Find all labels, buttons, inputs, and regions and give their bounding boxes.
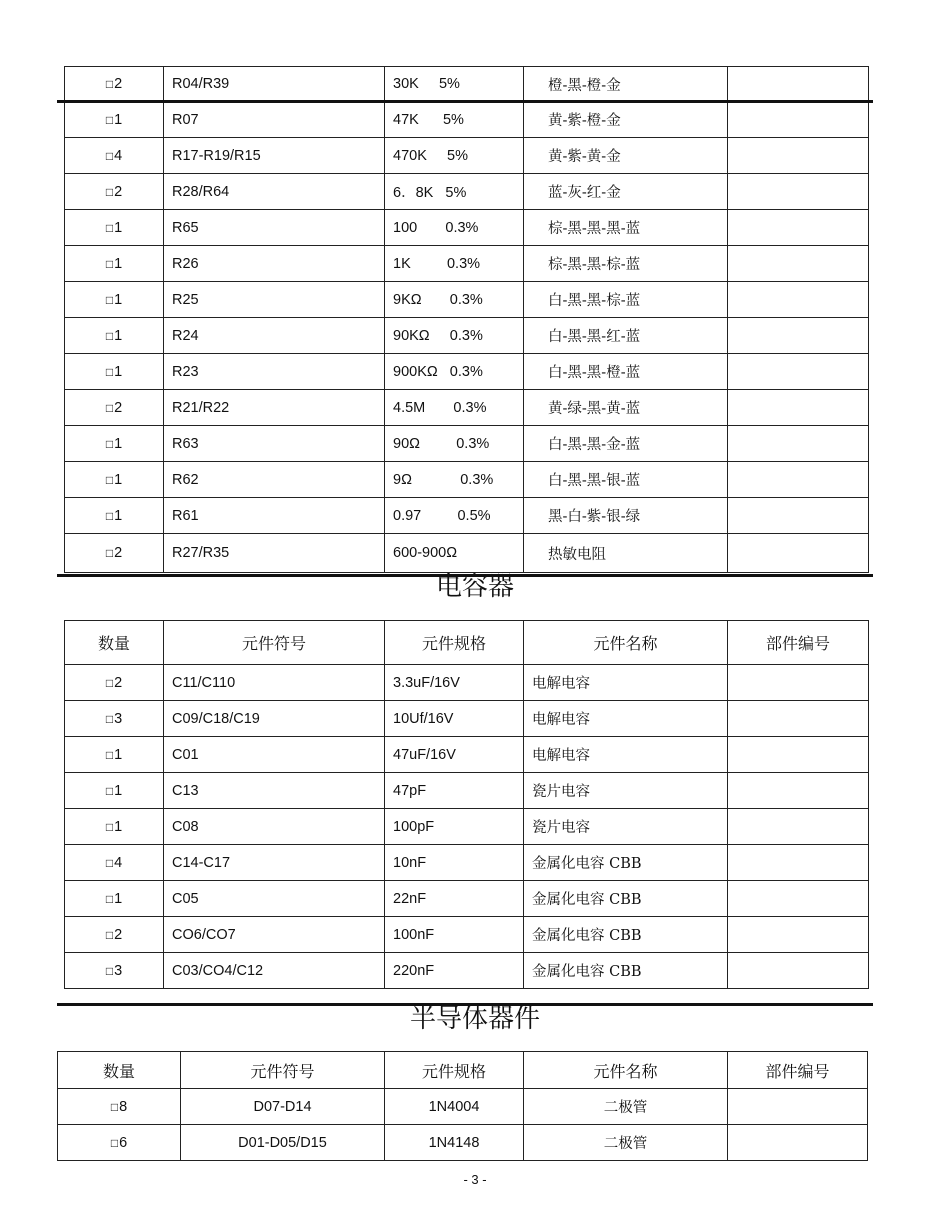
table-row — [65, 701, 869, 737]
name-value: 电解电容 — [532, 748, 590, 764]
name-value: 瓷片电容 — [532, 820, 590, 836]
capacitor-table-body — [65, 665, 869, 989]
quantity-cell — [65, 210, 164, 246]
checkbox-icon[interactable]: □ — [105, 148, 114, 163]
quantity-value: 4 — [114, 147, 123, 164]
quantity-value: 1 — [114, 111, 123, 128]
symbol-cell — [164, 174, 385, 210]
symbol-cell — [164, 737, 385, 773]
quantity-value: 3 — [114, 710, 123, 727]
header-name: 元件名称 — [524, 1052, 728, 1089]
spec-value: 9KΩ 0.3% — [393, 291, 483, 308]
symbol-cell — [164, 67, 385, 102]
spec-value: 47K 5% — [393, 111, 464, 128]
spec-cell — [385, 665, 524, 701]
part-number-cell — [728, 246, 869, 282]
spec-cell — [385, 1125, 524, 1161]
checkbox-icon[interactable]: □ — [105, 400, 114, 415]
part-number-cell — [728, 102, 869, 138]
checkbox-icon[interactable]: □ — [105, 328, 114, 343]
name-value: 金属化电容 CBB — [532, 892, 642, 908]
checkbox-icon[interactable]: □ — [110, 1099, 119, 1114]
quantity-value: 1 — [114, 219, 123, 236]
symbol-cell — [164, 354, 385, 390]
name-cell — [524, 210, 728, 246]
quantity-value: 8 — [119, 1098, 128, 1115]
name-value: 瓷片电容 — [532, 784, 590, 800]
symbol-cell — [164, 953, 385, 989]
name-cell — [524, 354, 728, 390]
quantity-value: 1 — [114, 363, 123, 380]
part-number-cell — [728, 1089, 868, 1125]
table-row — [65, 737, 869, 773]
spec-cell — [385, 462, 524, 498]
name-cell — [524, 246, 728, 282]
part-number-cell — [728, 318, 869, 354]
spec-cell — [385, 773, 524, 809]
name-cell — [524, 701, 728, 737]
quantity-value: 1 — [114, 746, 123, 763]
name-cell — [524, 845, 728, 881]
spec-value: 1N4004 — [428, 1098, 480, 1115]
spec-value: 10nF — [393, 854, 427, 871]
symbol-cell — [164, 498, 385, 534]
spec-value: 600-900Ω — [393, 545, 458, 561]
spec-cell — [385, 102, 524, 138]
quantity-value: 3 — [114, 962, 123, 979]
table-row — [65, 174, 869, 210]
spec-cell — [385, 246, 524, 282]
spec-value: 900KΩ 0.3% — [393, 363, 483, 380]
symbol-value: C11/C110 — [172, 674, 236, 691]
name-value: 金属化电容 CBB — [532, 856, 642, 872]
quantity-value: 2 — [114, 183, 123, 200]
part-number-cell — [728, 462, 869, 498]
quantity-cell — [65, 426, 164, 462]
spec-value: 47pF — [393, 782, 427, 799]
table-row — [65, 498, 869, 534]
name-cell — [524, 809, 728, 845]
table-row — [65, 246, 869, 282]
name-cell — [524, 665, 728, 701]
part-number-cell — [728, 390, 869, 426]
spec-value: 3.3uF/16V — [393, 674, 460, 691]
symbol-value: D07-D14 — [253, 1098, 312, 1115]
quantity-cell — [65, 845, 164, 881]
part-number-cell — [728, 426, 869, 462]
name-value: 金属化电容 CBB — [532, 928, 642, 944]
spec-value: 1K 0.3% — [393, 255, 481, 272]
quantity-cell — [65, 917, 164, 953]
name-value: 蓝-灰-红-金 — [548, 185, 621, 201]
symbol-cell — [181, 1089, 385, 1125]
part-number-cell — [728, 67, 869, 102]
symbol-value: R07 — [172, 111, 199, 128]
symbol-value: C13 — [172, 782, 199, 799]
checkbox-icon[interactable]: □ — [105, 112, 114, 127]
spec-value: 100pF — [393, 818, 435, 835]
name-cell — [524, 1089, 728, 1125]
name-cell — [524, 174, 728, 210]
header-spec: 元件规格 — [385, 1052, 524, 1089]
name-value: 金属化电容 CBB — [532, 964, 642, 980]
part-number-cell — [728, 737, 869, 773]
checkbox-icon[interactable]: □ — [105, 891, 114, 906]
quantity-value: 1 — [114, 507, 123, 524]
symbol-value: R24 — [172, 327, 199, 344]
part-number-cell — [728, 917, 869, 953]
name-value: 热敏电阻 — [548, 546, 606, 563]
checkbox-icon[interactable]: □ — [110, 1135, 119, 1150]
spec-cell — [385, 1089, 524, 1125]
symbol-cell — [164, 318, 385, 354]
quantity-cell — [65, 102, 164, 138]
table-row — [58, 1089, 868, 1125]
spec-cell — [385, 498, 524, 534]
part-number-cell — [728, 665, 869, 701]
name-value: 白-黑-黑-金-蓝 — [548, 437, 641, 453]
name-value: 橙-黑-橙-金 — [548, 77, 621, 94]
spec-cell — [385, 426, 524, 462]
table-row — [65, 102, 869, 138]
spec-cell — [385, 845, 524, 881]
symbol-value: C09/C18/C19 — [172, 710, 260, 727]
symbol-value: D01-D05/D15 — [238, 1134, 327, 1151]
quantity-cell — [65, 809, 164, 845]
spec-cell — [385, 701, 524, 737]
table-row — [65, 210, 869, 246]
header-part-number: 部件编号 — [728, 621, 869, 665]
spec-value: 220nF — [393, 962, 435, 979]
part-number-cell — [728, 354, 869, 390]
name-cell — [524, 102, 728, 138]
name-value: 二极管 — [603, 1136, 648, 1152]
header-name: 元件名称 — [524, 621, 728, 665]
spec-cell — [385, 953, 524, 989]
header-quantity: 数量 — [58, 1052, 181, 1089]
symbol-cell — [164, 138, 385, 174]
name-cell — [524, 318, 728, 354]
quantity-value: 1 — [114, 471, 123, 488]
name-cell — [524, 917, 728, 953]
part-number-cell — [728, 282, 869, 318]
header-spec: 元件规格 — [385, 621, 524, 665]
checkbox-icon[interactable]: □ — [105, 711, 114, 726]
quantity-cell — [65, 953, 164, 989]
quantity-value: 1 — [114, 782, 123, 799]
symbol-value: R21/R22 — [172, 399, 230, 416]
capacitor-table — [64, 620, 869, 989]
checkbox-icon[interactable]: □ — [105, 472, 114, 487]
quantity-value: 1 — [114, 890, 123, 907]
symbol-value: C05 — [172, 890, 199, 907]
name-value: 电解电容 — [532, 712, 590, 728]
symbol-value: C14-C17 — [172, 854, 231, 871]
symbol-cell — [164, 917, 385, 953]
spec-value: 90Ω 0.3% — [393, 435, 490, 452]
name-value: 黄-绿-黑-黄-蓝 — [548, 401, 641, 417]
quantity-value: 1 — [114, 435, 123, 452]
checkbox-icon[interactable]: □ — [105, 747, 114, 762]
spec-value: 0.97 0.5% — [393, 507, 491, 524]
symbol-cell — [164, 773, 385, 809]
part-number-cell — [728, 845, 869, 881]
quantity-cell — [65, 174, 164, 210]
symbol-value: R04/R39 — [172, 76, 230, 92]
quantity-cell — [65, 462, 164, 498]
symbol-cell — [164, 390, 385, 426]
symbol-value: C08 — [172, 818, 199, 835]
symbol-value: R23 — [172, 363, 199, 380]
symbol-cell — [164, 462, 385, 498]
part-number-cell — [728, 138, 869, 174]
quantity-cell — [65, 318, 164, 354]
name-cell — [524, 462, 728, 498]
semiconductor-section-title: 半导体器件 — [409, 1004, 540, 1034]
symbol-value: R17-R19/R15 — [172, 147, 261, 164]
symbol-value: R65 — [172, 219, 199, 236]
table-row — [65, 773, 869, 809]
table-row — [65, 845, 869, 881]
spec-cell — [385, 917, 524, 953]
header-symbol: 元件符号 — [181, 1052, 385, 1089]
part-number-cell — [728, 1125, 868, 1161]
quantity-value: 1 — [114, 818, 123, 835]
name-cell — [524, 1125, 728, 1161]
symbol-value: C03/CO4/C12 — [172, 962, 264, 979]
name-cell — [524, 138, 728, 174]
spec-value: 22nF — [393, 890, 427, 907]
quantity-value: 6 — [119, 1134, 128, 1151]
spec-cell — [385, 318, 524, 354]
part-number-cell — [728, 953, 869, 989]
spec-value: 30K 5% — [393, 76, 460, 92]
spec-cell — [385, 737, 524, 773]
symbol-cell — [164, 665, 385, 701]
checkbox-icon[interactable]: □ — [105, 220, 114, 235]
name-cell — [524, 390, 728, 426]
quantity-value: 2 — [114, 399, 123, 416]
spec-cell — [385, 809, 524, 845]
symbol-value: R27/R35 — [172, 545, 230, 561]
symbol-cell — [164, 701, 385, 737]
quantity-cell — [65, 498, 164, 534]
name-cell — [524, 881, 728, 917]
table-row — [65, 881, 869, 917]
checkbox-icon[interactable]: □ — [105, 292, 114, 307]
quantity-cell — [65, 67, 164, 102]
name-value: 二极管 — [603, 1100, 648, 1116]
spec-value: 9Ω 0.3% — [393, 471, 494, 488]
name-value: 黄-紫-橙-金 — [548, 113, 621, 129]
part-number-cell — [728, 809, 869, 845]
symbol-cell — [181, 1125, 385, 1161]
quantity-value: 2 — [114, 674, 123, 691]
spec-cell — [385, 881, 524, 917]
name-value: 电解电容 — [532, 676, 590, 692]
semiconductor-table — [57, 1051, 868, 1161]
name-value: 黄-紫-黄-金 — [548, 149, 621, 165]
spec-value: 47uF/16V — [393, 746, 456, 763]
part-number-cell — [728, 210, 869, 246]
part-number-cell — [728, 174, 869, 210]
table-row — [65, 665, 869, 701]
quantity-value: 4 — [114, 854, 123, 871]
checkbox-icon[interactable]: □ — [105, 963, 114, 978]
symbol-cell — [164, 809, 385, 845]
symbol-cell — [164, 881, 385, 917]
name-value: 白-黑-黑-棕-蓝 — [548, 293, 641, 309]
table-row — [65, 354, 869, 390]
checkbox-icon[interactable]: □ — [105, 546, 114, 560]
checkbox-icon[interactable]: □ — [105, 184, 114, 199]
spec-value: 6．8K 5% — [393, 185, 467, 201]
checkbox-icon[interactable]: □ — [105, 783, 114, 798]
resistor-table-body — [65, 67, 869, 573]
quantity-value: 2 — [114, 545, 123, 561]
symbol-value: R26 — [172, 255, 199, 272]
name-cell — [524, 426, 728, 462]
quantity-cell — [65, 354, 164, 390]
spec-cell — [385, 354, 524, 390]
quantity-value: 2 — [114, 926, 123, 943]
symbol-value: R28/R64 — [172, 183, 230, 200]
symbol-cell — [164, 210, 385, 246]
quantity-cell — [65, 737, 164, 773]
checkbox-icon[interactable]: □ — [105, 927, 114, 942]
quantity-cell — [58, 1089, 181, 1125]
table-row — [58, 1125, 868, 1161]
header-part-number: 部件编号 — [728, 1052, 868, 1089]
quantity-cell — [65, 701, 164, 737]
checkbox-icon[interactable]: □ — [105, 675, 114, 690]
symbol-value: CO6/CO7 — [172, 926, 236, 943]
spec-cell — [385, 174, 524, 210]
spec-cell — [385, 210, 524, 246]
checkbox-icon[interactable]: □ — [105, 436, 114, 451]
quantity-cell — [65, 282, 164, 318]
spec-cell — [385, 282, 524, 318]
table-row — [65, 462, 869, 498]
spec-value: 100nF — [393, 926, 435, 943]
checkbox-icon[interactable]: □ — [105, 508, 114, 523]
symbol-value: R62 — [172, 471, 199, 488]
checkbox-icon[interactable]: □ — [105, 77, 114, 91]
name-value: 白-黑-黑-橙-蓝 — [548, 365, 641, 381]
quantity-cell — [65, 246, 164, 282]
capacitor-table-header — [65, 621, 869, 665]
spec-cell — [385, 390, 524, 426]
table-row — [65, 917, 869, 953]
name-value: 白-黑-黑-红-蓝 — [548, 329, 641, 345]
resistor-table — [64, 66, 869, 573]
name-cell — [524, 737, 728, 773]
spec-value: 90KΩ 0.3% — [393, 327, 483, 344]
checkbox-icon[interactable]: □ — [105, 855, 114, 870]
part-number-cell — [728, 881, 869, 917]
symbol-value: R63 — [172, 435, 199, 452]
name-value: 棕-黑-黑-棕-蓝 — [548, 257, 641, 273]
spec-cell — [385, 67, 524, 102]
symbol-cell — [164, 845, 385, 881]
header-quantity: 数量 — [65, 621, 164, 665]
symbol-value: R25 — [172, 291, 199, 308]
name-cell — [524, 498, 728, 534]
semiconductor-table-body — [58, 1089, 868, 1161]
semiconductor-table-header — [58, 1052, 868, 1089]
table-row — [65, 809, 869, 845]
spec-value: 100 0.3% — [393, 219, 479, 236]
spec-value: 1N4148 — [428, 1134, 480, 1151]
spec-value: 4.5M 0.3% — [393, 399, 487, 416]
name-cell — [524, 773, 728, 809]
quantity-cell — [65, 138, 164, 174]
quantity-cell — [65, 773, 164, 809]
table-row — [65, 138, 869, 174]
name-cell — [524, 282, 728, 318]
symbol-value: R61 — [172, 507, 199, 524]
symbol-cell — [164, 426, 385, 462]
table-row — [65, 318, 869, 354]
part-number-cell — [728, 773, 869, 809]
checkbox-icon[interactable]: □ — [105, 364, 114, 379]
symbol-value: C01 — [172, 746, 199, 763]
spec-value: 470K 5% — [393, 147, 468, 164]
table-row — [65, 282, 869, 318]
quantity-value: 1 — [114, 291, 123, 308]
spec-cell — [385, 138, 524, 174]
table-row — [65, 953, 869, 989]
capacitor-section-title: 电容器 — [435, 572, 514, 602]
table-row — [65, 67, 869, 102]
name-value: 黑-白-紫-银-绿 — [548, 509, 641, 525]
symbol-cell — [164, 246, 385, 282]
quantity-cell — [58, 1125, 181, 1161]
symbol-cell — [164, 102, 385, 138]
quantity-cell — [65, 665, 164, 701]
quantity-cell — [65, 881, 164, 917]
quantity-value: 2 — [114, 76, 123, 92]
table-row — [65, 390, 869, 426]
name-cell — [524, 67, 728, 102]
quantity-cell — [65, 390, 164, 426]
name-value: 白-黑-黑-银-蓝 — [548, 473, 641, 489]
part-number-cell — [728, 701, 869, 737]
page-number: - 3 - — [463, 1172, 487, 1187]
resistor-table-top-rule — [57, 100, 873, 103]
symbol-cell — [164, 282, 385, 318]
part-number-cell — [728, 498, 869, 534]
name-value: 棕-黑-黑-黑-蓝 — [548, 221, 641, 237]
header-symbol: 元件符号 — [164, 621, 385, 665]
quantity-value: 1 — [114, 255, 123, 272]
name-cell — [524, 953, 728, 989]
checkbox-icon[interactable]: □ — [105, 819, 114, 834]
spec-value: 10Uf/16V — [393, 710, 454, 727]
checkbox-icon[interactable]: □ — [105, 256, 114, 271]
quantity-value: 1 — [114, 327, 123, 344]
table-row — [65, 426, 869, 462]
